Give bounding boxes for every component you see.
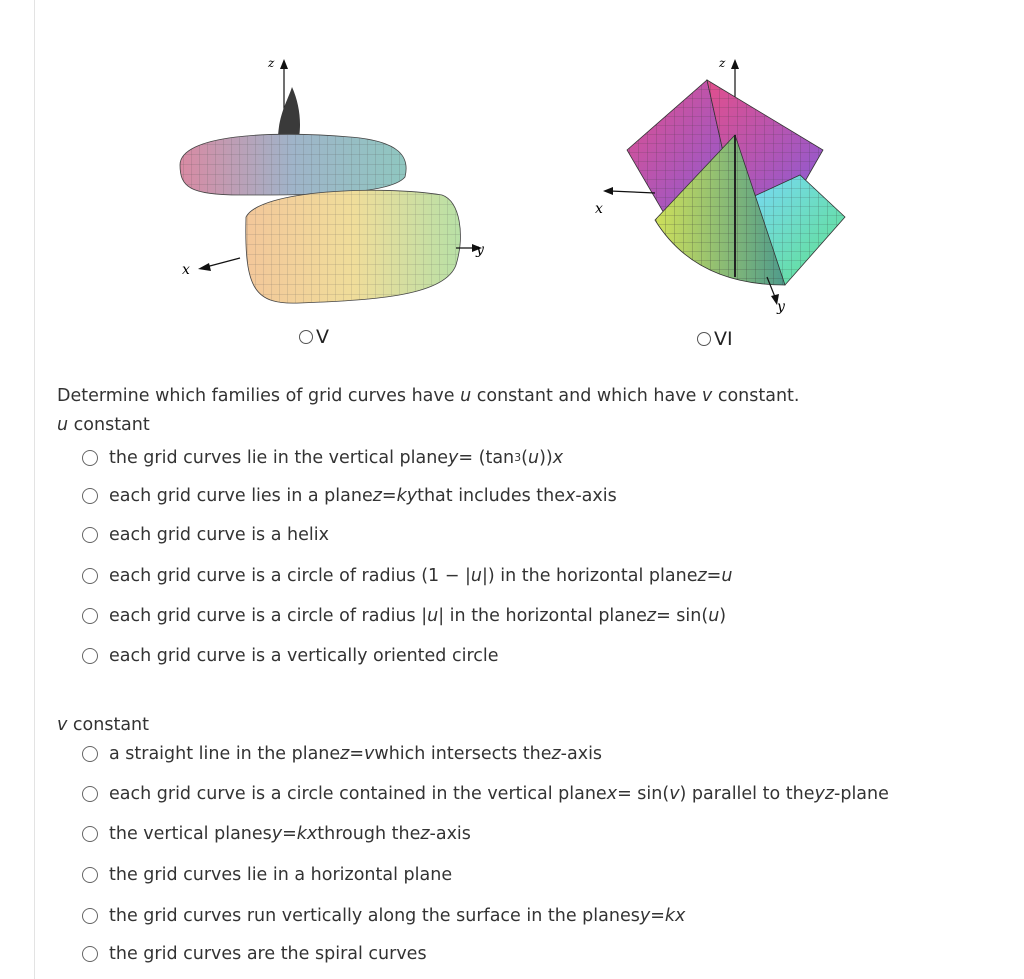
- option-text: ) parallel to the: [679, 784, 815, 804]
- option-text: =: [381, 486, 397, 506]
- option-math: u: [721, 566, 733, 586]
- u-constant-heading: [57, 415, 150, 435]
- figure-v-label-text: V: [316, 326, 329, 348]
- option-math: x: [552, 448, 564, 468]
- figure-v-x-label: x: [182, 262, 190, 278]
- option-text: each grid curve is a circle of radius |: [109, 606, 428, 626]
- radio-button[interactable]: [82, 908, 98, 924]
- option-text: each grid curve is a helix: [109, 525, 329, 545]
- v-option-vertical-planes-y-kx[interactable]: [82, 824, 471, 844]
- radio-button[interactable]: [82, 786, 98, 802]
- v-option-horizontal-plane[interactable]: [82, 865, 452, 885]
- option-math: x: [565, 486, 576, 506]
- option-text: each grid curve is a vertically oriented circle: [109, 646, 499, 666]
- figure-vi-z-label: z: [719, 56, 726, 70]
- figure-vi-x-label: x: [595, 201, 603, 217]
- option-text: each grid curve is a circle of radius (1 − |: [109, 566, 471, 586]
- option-text: = sin(: [617, 784, 670, 804]
- left-border: [34, 0, 35, 979]
- option-math: z: [646, 606, 657, 626]
- option-text: =: [650, 906, 665, 926]
- radio-button[interactable]: [82, 867, 98, 883]
- option-math: v: [364, 744, 375, 764]
- option-text: through the: [317, 824, 421, 844]
- option-text: each grid curve lies in a plane: [109, 486, 373, 506]
- prompt-var-u: u: [460, 386, 472, 406]
- figure-vi-wedge-surface: [585, 45, 860, 320]
- option-text: = (tan: [458, 448, 515, 468]
- figure-vi-label-text: VI: [714, 328, 733, 350]
- option-math: y: [448, 448, 459, 468]
- u-option-vertical-circle[interactable]: [82, 646, 499, 666]
- option-text: =: [282, 824, 297, 844]
- question-prompt: [57, 386, 799, 406]
- v-option-spiral-curves[interactable]: [82, 944, 427, 964]
- figure-vi-radio[interactable]: [697, 332, 711, 346]
- option-math: u: [708, 606, 720, 626]
- option-text: = sin(: [656, 606, 709, 626]
- option-math: ky: [396, 486, 418, 506]
- option-math: y: [271, 824, 283, 844]
- figure-v-helix-surface: [160, 45, 500, 320]
- prompt-text: constant and which have: [471, 386, 702, 406]
- option-text: -axis: [575, 486, 617, 506]
- radio-button[interactable]: [82, 488, 98, 504]
- option-math: z: [340, 744, 350, 764]
- radio-button[interactable]: [82, 826, 98, 842]
- option-text: -axis: [429, 824, 471, 844]
- option-math: y: [639, 906, 651, 926]
- option-text: the grid curves lie in the vertical plane: [109, 448, 449, 468]
- option-text: that includes the: [417, 486, 565, 506]
- option-text: the grid curves run vertically along the surface in the planes: [109, 906, 640, 926]
- option-math: z: [372, 486, 382, 506]
- u-option-plane-z-ky[interactable]: [82, 486, 617, 506]
- option-text: which intersects the: [374, 744, 552, 764]
- option-text: the grid curves lie in a horizontal plane: [109, 865, 453, 885]
- figure-vi-choice[interactable]: [697, 328, 733, 350]
- u-option-helix[interactable]: [82, 525, 329, 545]
- prompt-text: constant.: [712, 386, 800, 406]
- option-math: x: [606, 784, 618, 804]
- option-math: kx: [664, 906, 686, 926]
- prompt-text: Determine which families of grid curves have: [57, 386, 461, 406]
- v-option-run-vertically[interactable]: [82, 906, 685, 926]
- heading-var-u: u: [57, 415, 69, 435]
- v-constant-heading: [57, 715, 149, 735]
- option-math: z: [697, 566, 707, 586]
- prompt-var-v: v: [701, 386, 713, 406]
- option-math: z: [551, 744, 561, 764]
- option-text: =: [706, 566, 722, 586]
- option-text: )): [539, 448, 553, 468]
- option-text: ): [719, 606, 727, 626]
- radio-button[interactable]: [82, 568, 98, 584]
- radio-button[interactable]: [82, 648, 98, 664]
- option-math: v: [669, 784, 680, 804]
- option-math: kx: [296, 824, 318, 844]
- option-text: the vertical planes: [109, 824, 272, 844]
- figure-v-radio[interactable]: [299, 330, 313, 344]
- option-math: u: [470, 566, 482, 586]
- radio-button[interactable]: [82, 608, 98, 624]
- heading-text: constant: [67, 715, 149, 735]
- option-text: the grid curves are the spiral curves: [109, 944, 427, 964]
- option-text: | in the horizontal plane: [438, 606, 647, 626]
- option-math: u: [427, 606, 439, 626]
- figure-v-y-label: y: [476, 242, 484, 258]
- v-option-circle-vertical-plane[interactable]: [82, 784, 889, 804]
- radio-button[interactable]: [82, 450, 98, 466]
- figure-vi-y-label: y: [777, 299, 785, 315]
- option-math: yz: [814, 784, 835, 804]
- option-text: -axis: [560, 744, 603, 764]
- option-text: =: [349, 744, 365, 764]
- u-option-vertical-plane[interactable]: the grid curves lie in the vertical plane y = (tan 3 ( u )) x: [82, 448, 563, 468]
- radio-button[interactable]: [82, 946, 98, 962]
- option-text: each grid curve is a circle contained in the vertical plane: [109, 784, 607, 804]
- option-math: u: [527, 448, 540, 468]
- u-option-circle-radius-1-minus-u[interactable]: [82, 566, 732, 586]
- heading-var-v: v: [57, 715, 68, 735]
- figure-v-choice[interactable]: [299, 326, 329, 348]
- option-text: -plane: [834, 784, 889, 804]
- option-text: |) in the horizontal plane: [481, 566, 698, 586]
- radio-button[interactable]: [82, 527, 98, 543]
- radio-button[interactable]: [82, 746, 98, 762]
- option-math: z: [420, 824, 430, 844]
- u-option-circle-radius-abs-u[interactable]: [82, 606, 726, 626]
- v-option-straight-line[interactable]: [82, 744, 602, 764]
- heading-text: constant: [68, 415, 150, 435]
- figure-v-z-label: z: [268, 56, 275, 70]
- option-text: a straight line in the plane: [109, 744, 341, 764]
- option-text: (: [521, 448, 528, 468]
